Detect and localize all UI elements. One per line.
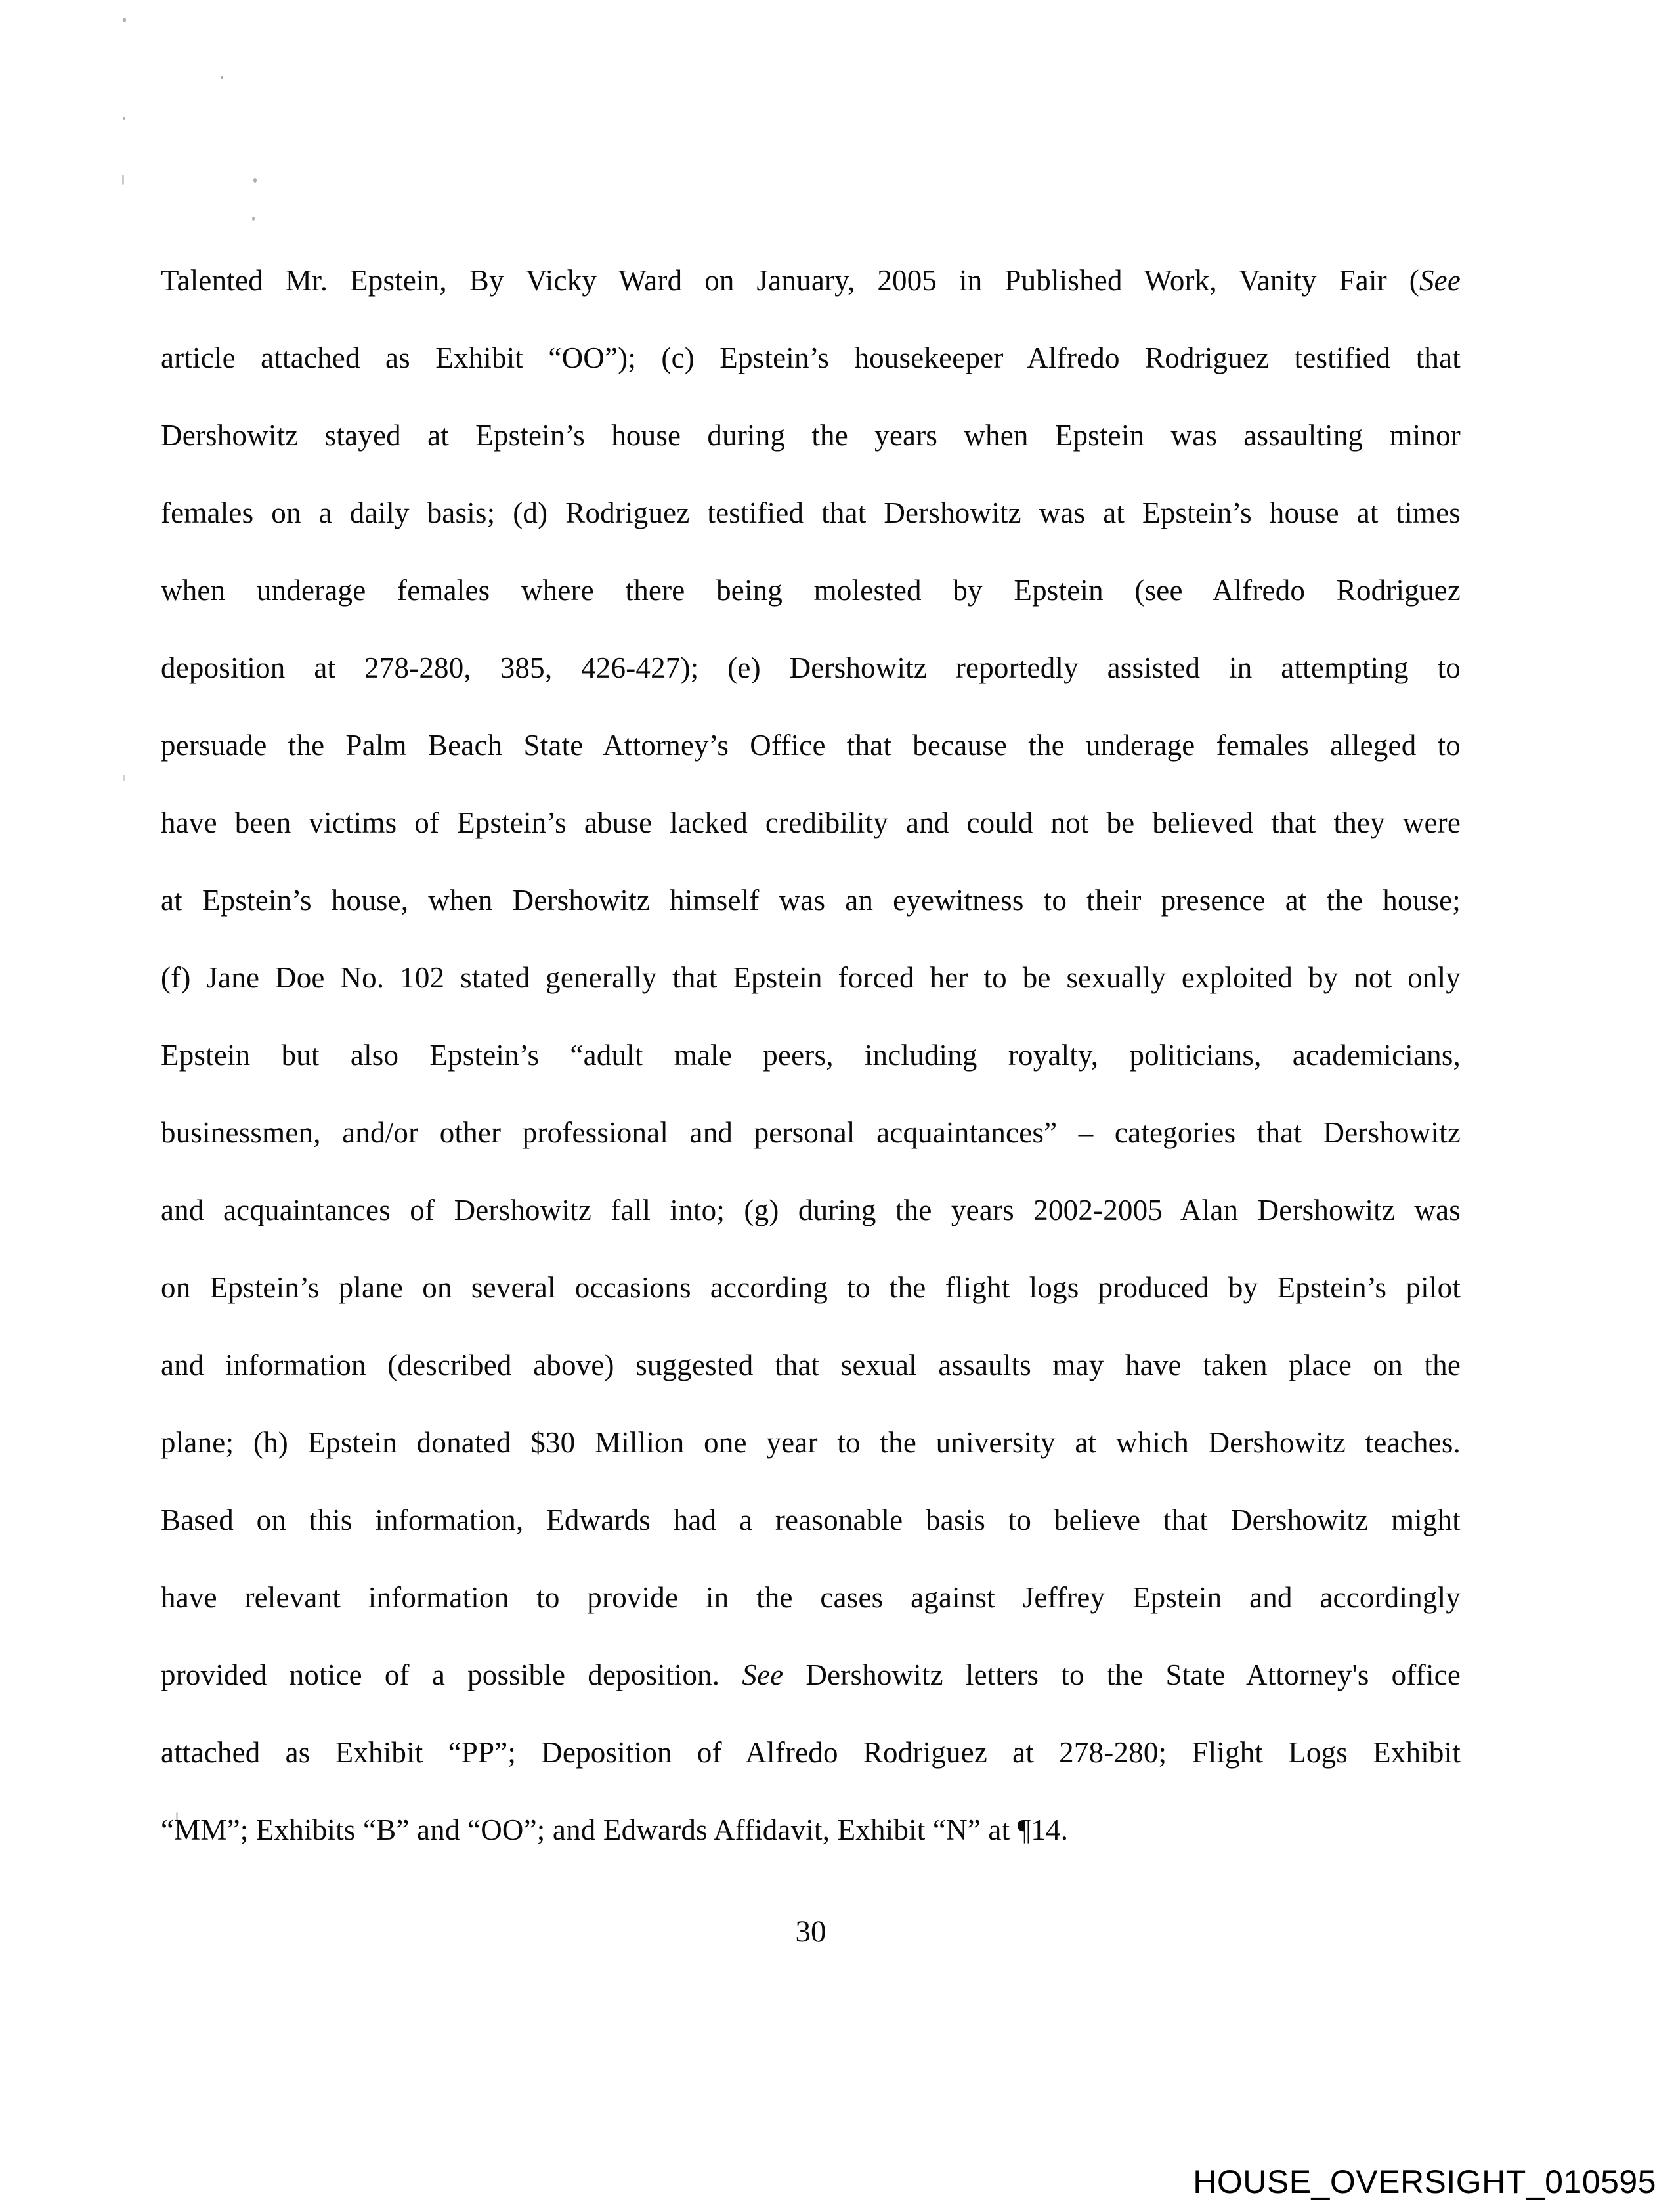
text-segment: have relevant information to provide in the cases against Jeffrey Epstein and accordingly	[161, 1581, 1461, 1614]
text-line	[161, 861, 1461, 939]
text-segment: at Epstein’s house, when Dershowitz himself was an eyewitness to their presence at the house;	[161, 884, 1461, 917]
text-line	[161, 1559, 1461, 1636]
scan-speckle	[123, 117, 125, 120]
text-segment: (f) Jane Doe No. 102 stated generally that Epstein forced her to be sexually exploited by not only	[161, 961, 1461, 994]
text-segment: have been victims of Epstein’s abuse lacked credibility and could not be believed that they were	[161, 806, 1461, 839]
scan-speckle	[253, 178, 257, 183]
text-segment: plane; (h) Epstein donated $30 Million one year to the university at which Dershowitz teaches.	[161, 1426, 1461, 1459]
text-segment: and information (described above) suggested that sexual assaults may have taken place on the	[161, 1349, 1461, 1381]
bates-stamp: HOUSE_OVERSIGHT_010595	[1193, 2163, 1656, 2200]
text-line	[161, 1016, 1461, 1094]
scan-speckle	[221, 76, 223, 79]
citation-signal: See	[1419, 264, 1461, 297]
text-segment: on Epstein’s plane on several occasions according to the flight logs produced by Epstein’s pilot	[161, 1271, 1461, 1304]
text-line	[161, 1481, 1461, 1559]
scan-speckle	[122, 175, 124, 185]
text-segment: article attached as Exhibit “OO”); (c) Epstein’s housekeeper Alfredo Rodriguez testified that	[161, 341, 1461, 374]
body-text	[161, 242, 1461, 1869]
text-line	[161, 629, 1461, 706]
text-line	[161, 397, 1461, 474]
text-segment: Dershowitz stayed at Epstein’s house during the years when Epstein was assaulting minor	[161, 419, 1461, 452]
text-line	[161, 1791, 1461, 1869]
text-segment: females on a daily basis; (d) Rodriguez testified that Dershowitz was at Epstein’s house at times	[161, 496, 1461, 529]
text-line	[161, 1094, 1461, 1171]
text-line	[161, 939, 1461, 1016]
text-segment: “MM”; Exhibits “B” and “OO”; and Edwards Affidavit, Exhibit “N” at ¶14.	[161, 1813, 1069, 1846]
text-segment: when underage females where there being molested by Epstein (see Alfredo Rodriguez	[161, 574, 1461, 607]
text-segment: Based on this information, Edwards had a reasonable basis to believe that Dershowitz might	[161, 1504, 1461, 1536]
text-line	[161, 552, 1461, 629]
text-segment: Talented Mr. Epstein, By Vicky Ward on January, 2005 in Published Work, Vanity Fair (	[161, 264, 1419, 297]
text-line	[161, 706, 1461, 784]
text-segment: persuade the Palm Beach State Attorney’s Office that because the underage females alleged to	[161, 729, 1461, 762]
text-line	[161, 319, 1461, 397]
scan-speckle	[123, 775, 125, 781]
citation-signal: See	[742, 1659, 784, 1691]
text-segment: businessmen, and/or other professional and personal acquaintances” – categories that Dershowitz	[161, 1116, 1461, 1149]
text-segment: provided notice of a possible deposition.	[161, 1659, 742, 1691]
text-segment: Epstein but also Epstein’s “adult male peers, including royalty, politicians, academicians,	[161, 1039, 1461, 1072]
text-line	[161, 1249, 1461, 1326]
text-line	[161, 1714, 1461, 1791]
text-segment: deposition at 278-280, 385, 426-427); (e) Dershowitz reportedly assisted in attempting to	[161, 651, 1461, 684]
text-line	[161, 1326, 1461, 1404]
page-number: 30	[795, 1915, 826, 1949]
scan-speckle	[123, 18, 126, 22]
text-segment: attached as Exhibit “PP”; Deposition of Alfredo Rodriguez at 278-280; Flight Logs Exhibit	[161, 1736, 1461, 1769]
text-line	[161, 242, 1461, 319]
text-line	[161, 1171, 1461, 1249]
text-segment: Dershowitz letters to the State Attorney's office	[783, 1659, 1461, 1691]
scan-speckle	[252, 217, 255, 221]
text-line	[161, 784, 1461, 861]
text-line	[161, 474, 1461, 552]
text-line	[161, 1404, 1461, 1481]
text-line	[161, 1636, 1461, 1714]
text-segment: and acquaintances of Dershowitz fall into; (g) during the years 2002-2005 Alan Dershowitz was	[161, 1194, 1461, 1226]
